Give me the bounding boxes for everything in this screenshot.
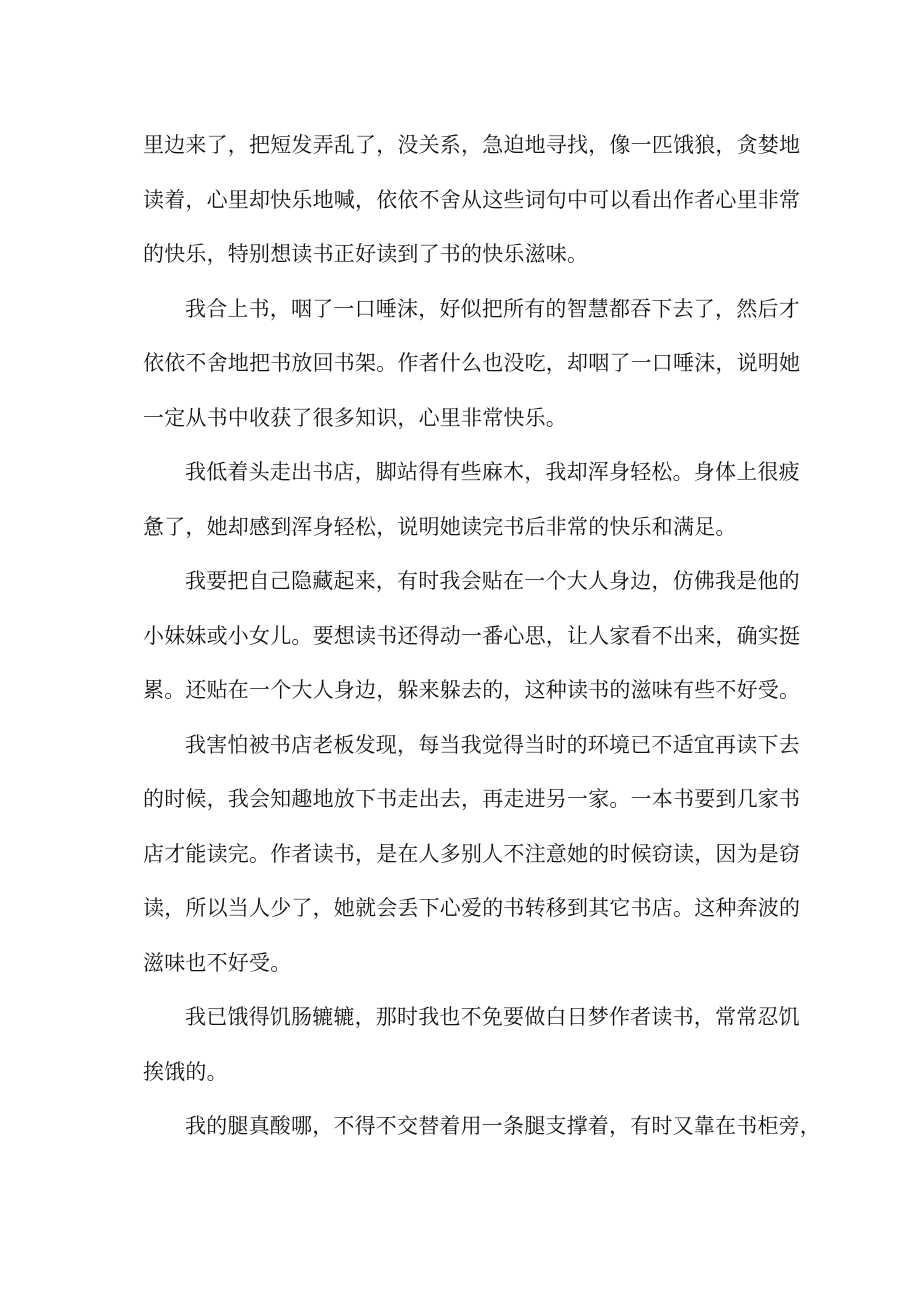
paragraph-2 (143, 282, 803, 446)
paragraph-line: 里边来了，把短发弄乱了，没关系，急迫地寻找，像一匹饿狼，贪婪地 (143, 133, 801, 157)
paragraph-3 (143, 445, 803, 554)
paragraph-line: 的快乐，特别想读书正好读到了书的快乐滋味。 (143, 242, 589, 266)
paragraph-line: 我合上书，咽了一口唾沫，好似把所有的智慧都吞下去了，然后才 (185, 296, 800, 321)
paragraph-line: 的时候，我会知趣地放下书走出去，再走进另一家。一本书要到几家书 (143, 787, 801, 811)
paragraph-line: 我已饿得饥肠辘辘，那时我也不免要做白日梦作者读书，常常忍饥 (185, 1005, 800, 1029)
paragraph-line: 滋味也不好受。 (143, 950, 292, 975)
document-body (143, 118, 821, 1154)
paragraph-line: 累。还贴在一个大人身边，躲来躲去的，这种读书的滋味有些不好受。 (143, 678, 801, 702)
paragraph-line: 依依不舍地把书放回书架。作者什么也没吃，却咽了一口唾沫，说明她 (143, 351, 801, 375)
paragraph-4 (143, 554, 803, 718)
paragraph-7 (143, 1099, 821, 1154)
paragraph-line: 一定从书中收获了很多知识，心里非常快乐。 (143, 405, 567, 430)
paragraph-line: 我要把自己隐藏起来，有时我会贴在一个大人身边，仿佛我是他的 (185, 569, 800, 593)
paragraph-line: 店才能读完。作者读书，是在人多别人不注意她的时候窃读，因为是窃 (143, 841, 801, 866)
paragraph-line: 我的腿真酸哪，不得不交替着用一条腿支撑着，有时又靠在书柜旁， (185, 1114, 821, 1138)
paragraph-line: 我害怕被书店老板发现，每当我觉得当时的环境已不适宜再读下去 (185, 732, 800, 757)
paragraph-line: 挨饿的。 (143, 1059, 228, 1084)
paragraph-line: 小妹妹或小女儿。要想读书还得动一番心思，让人家看不出来，确实挺 (143, 623, 801, 648)
paragraph-5 (143, 718, 803, 991)
paragraph-line: 读着，心里却快乐地喊，依依不舍从这些词句中可以看出作者心里非常 (143, 187, 801, 212)
paragraph-line: 惫了，她却感到浑身轻松，说明她读完书后非常的快乐和满足。 (143, 514, 737, 539)
paragraph-line: 读，所以当人少了，她就会丢下心爱的书转移到其它书店。这种奔波的 (143, 896, 801, 920)
paragraph-line: 我低着头走出书店，脚站得有些麻木，我却浑身轻松。身体上很疲 (185, 460, 800, 484)
paragraph-6 (143, 990, 803, 1099)
paragraph-1 (143, 118, 803, 282)
